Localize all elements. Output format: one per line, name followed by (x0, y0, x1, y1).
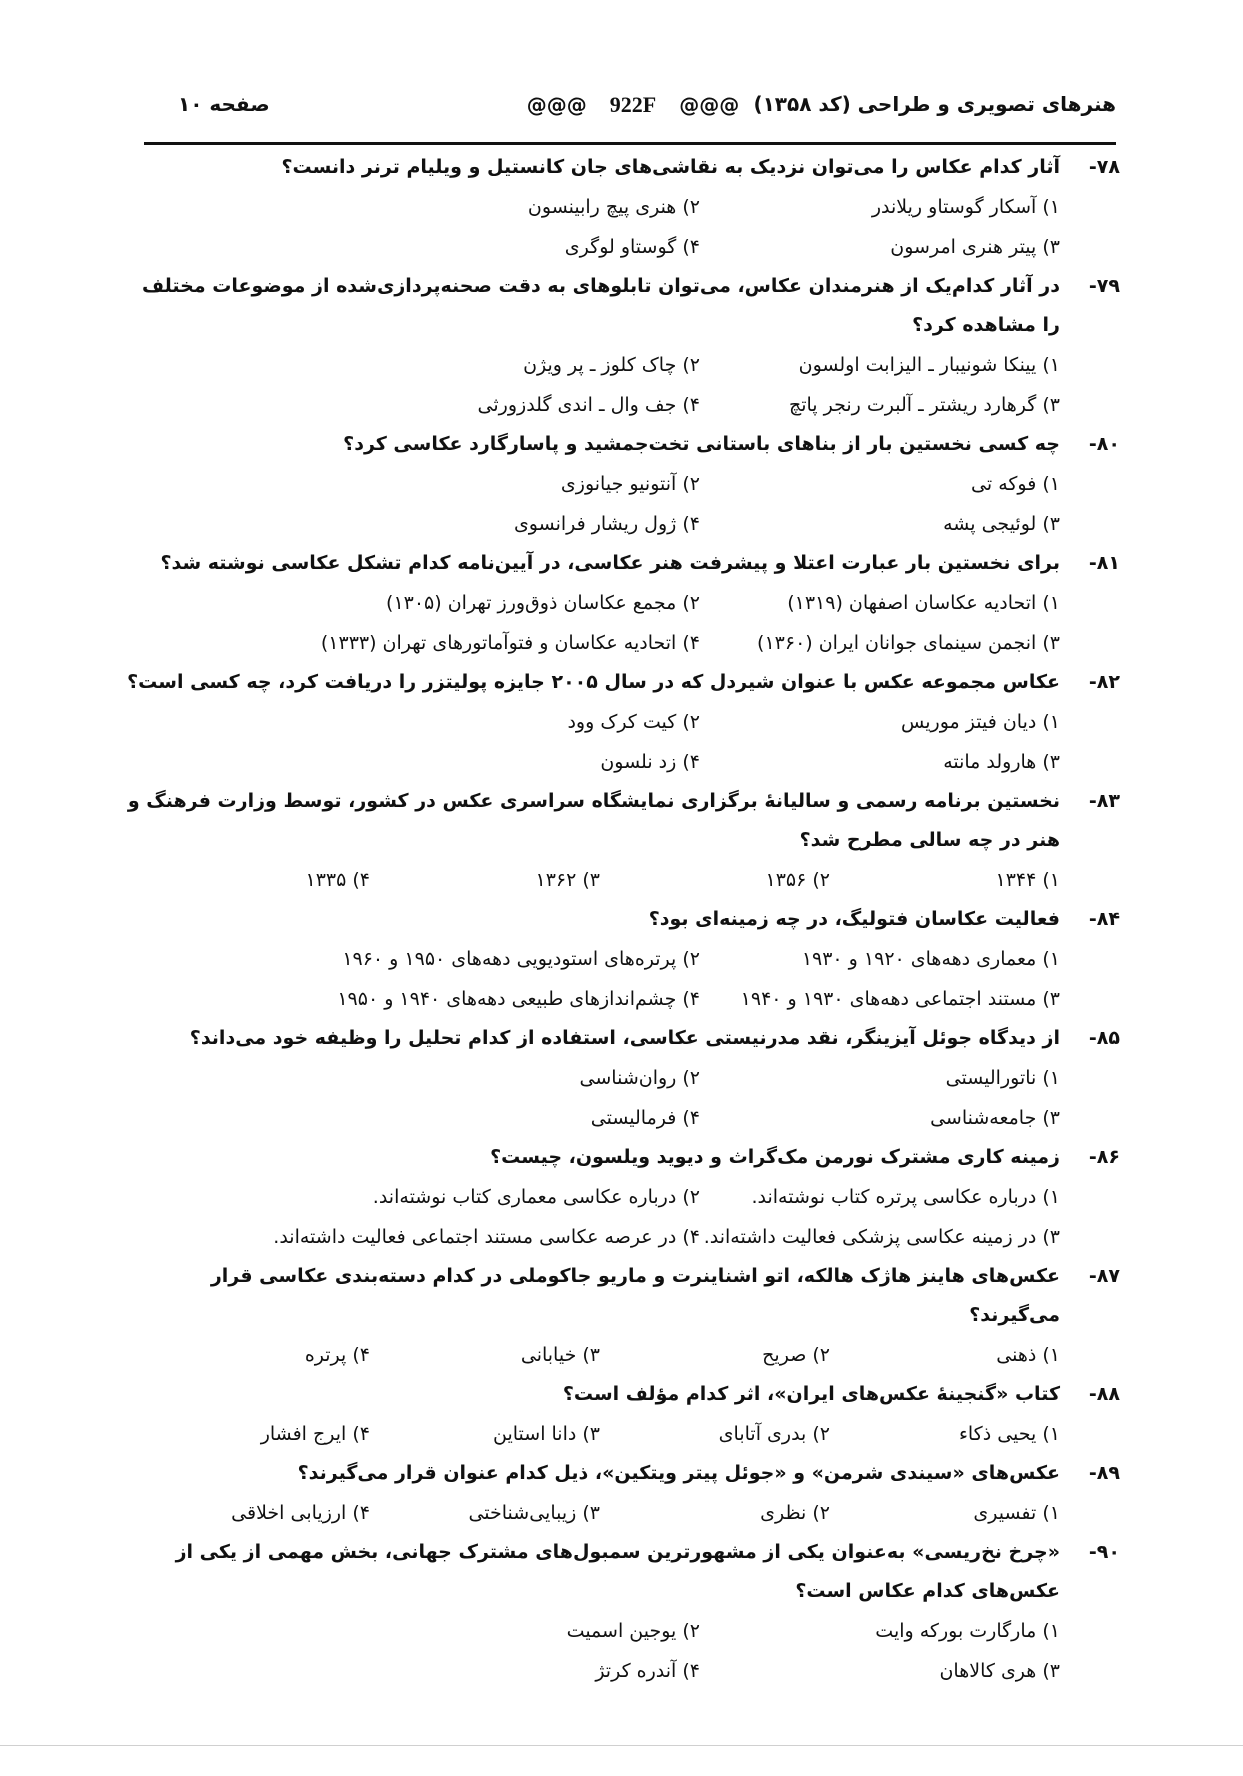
answer-options (124, 1177, 1120, 1257)
answer-options (124, 939, 1120, 1019)
answer-options (124, 1414, 1120, 1454)
answer-option: ۴) چشم‌اندازهای طبیعی دهه‌های ۱۹۴۰ و ۱۹۵۰ (337, 988, 700, 1010)
answer-option: ۴) اتحادیه عکاسان و فتوآماتورهای تهران (۱۳۳۳) (320, 632, 700, 654)
question-item (124, 1138, 1120, 1257)
answer-option: ۳) انجمن سینمای جوانان ایران (۱۳۶۰) (757, 632, 1060, 654)
question-stem (124, 900, 1120, 939)
answer-option: ۱) دیان فیتز موریس (901, 711, 1060, 733)
question-stem (124, 663, 1120, 702)
question-number: ۸۴- (1088, 908, 1120, 930)
question-stem (124, 425, 1120, 464)
question-text: در آثار کدام‌یک از هنرمندان عکاس، می‌توان تابلوهای به دقت صحنه‌پردازی‌شده از موضوعات مختلف را مشاهده کرد؟ (142, 275, 1060, 336)
question-text: برای نخستین بار عبارت اعتلا و پیشرفت هنر عکاسی، در آیین‌نامه کدام تشکل عکاسی نوشته شد؟ (160, 552, 1060, 574)
answer-option: ۴) ۱۳۳۵ (305, 869, 370, 891)
answer-option: ۴) گوستاو لوگری (564, 236, 700, 258)
answer-option: ۴) ارزیابی اخلاقی (231, 1502, 370, 1524)
answer-options (124, 583, 1120, 663)
question-item (124, 148, 1120, 267)
page-header (150, 92, 1116, 126)
question-number: ۸۳- (1088, 790, 1120, 812)
question-number: ۸۹- (1088, 1462, 1120, 1484)
question-stem (124, 1019, 1120, 1058)
question-number: ۸۰- (1088, 433, 1120, 455)
question-text: نخستین برنامه رسمی و سالیانهٔ برگزاری نمایشگاه سراسری عکس در کشور، توسط وزارت فرهنگ و هنر در چه سالی مطرح شد؟ (127, 790, 1060, 851)
question-number: ۷۹- (1088, 275, 1120, 297)
question-list (124, 148, 1120, 1691)
answer-option: ۳) هری کالاهان (939, 1660, 1060, 1682)
question-item (124, 1019, 1120, 1138)
question-text: عکاس مجموعه عکس با عنوان شیردل که در سال ۲۰۰۵ جایزه پولیتزر را دریافت کرد، چه کسی است؟ (127, 671, 1060, 693)
question-number: ۸۵- (1088, 1027, 1120, 1049)
answer-option: ۱) فوکه تی (971, 473, 1060, 495)
answer-option: ۳) گرهارد ریشتر ـ آلبرت رنجر پاتچ (788, 394, 1060, 416)
marks-left: @@@ (526, 93, 587, 117)
answer-option: ۱) ۱۳۴۴ (995, 869, 1060, 891)
answer-option: ۱) یحیی ذکاء (958, 1423, 1060, 1445)
answer-options (124, 1058, 1120, 1138)
answer-option: ۳) زیبایی‌شناختی (468, 1502, 600, 1524)
answer-options (124, 1611, 1120, 1691)
question-item (124, 544, 1120, 663)
answer-option: ۳) لوئیجی پشه (943, 513, 1060, 535)
question-item (124, 663, 1120, 782)
question-stem (124, 782, 1120, 860)
question-text: آثار کدام عکاس را می‌توان نزدیک به نقاشی‌های جان کانستیل و ویلیام ترنر دانست؟ (281, 156, 1060, 178)
answer-option: ۱) مارگارت بورکه وایت (875, 1620, 1060, 1642)
answer-options (124, 187, 1120, 267)
answer-option: ۱) درباره عکاسی پرتره کتاب نوشته‌اند. (751, 1186, 1060, 1208)
exam-code: 922F (609, 92, 657, 117)
question-item (124, 1257, 1120, 1375)
answer-option: ۱) ذهنی (996, 1344, 1060, 1366)
question-stem (124, 148, 1120, 187)
answer-option: ۳) جامعه‌شناسی (930, 1107, 1060, 1129)
question-stem (124, 544, 1120, 583)
question-text: از دیدگاه جوئل آیزینگر، نقد مدرنیستی عکاسی، استفاده از کدام تحلیل را وظیفه خود می‌داند؟ (189, 1027, 1060, 1049)
answer-option: ۴) زد نلسون (600, 751, 700, 773)
question-stem (124, 1533, 1120, 1611)
answer-option: ۴) ایرج افشار (260, 1423, 370, 1445)
question-number: ۸۱- (1088, 552, 1120, 574)
question-text: کتاب «گنجینهٔ عکس‌های ایران»، اثر کدام مؤلف است؟ (562, 1383, 1060, 1405)
answer-option: ۴) ژول ریشار فرانسوی (513, 513, 700, 535)
answer-option: ۲) روان‌شناسی (579, 1067, 700, 1089)
answer-option: ۲) آنتونیو جیانوزی (560, 473, 700, 495)
answer-option: ۲) کیت کرک وود (567, 711, 700, 733)
answer-option: ۲) چاک کلوز ـ پر ویژن (523, 354, 700, 376)
question-item (124, 267, 1120, 425)
question-item (124, 1375, 1120, 1454)
answer-option: ۲) نظری (760, 1502, 830, 1524)
subject-title: هنرهای تصویری و طراحی (کد ۱۳۵۸) (753, 92, 1116, 116)
answer-option: ۴) در عرصه عکاسی مستند اجتماعی فعالیت داشته‌اند. (273, 1226, 700, 1248)
answer-options (124, 860, 1120, 900)
question-number: ۸۶- (1088, 1146, 1120, 1168)
question-number: ۸۷- (1088, 1265, 1120, 1287)
question-number: ۹۰- (1088, 1541, 1120, 1563)
question-number: ۷۸- (1088, 156, 1120, 178)
marks-right: @@@ (679, 93, 740, 117)
question-stem (124, 1375, 1120, 1414)
question-item (124, 425, 1120, 544)
question-text: عکس‌های «سیندی شرمن» و «جوئل پیتر ویتکین»، ذیل کدام عنوان قرار می‌گیرند؟ (297, 1462, 1060, 1484)
question-item (124, 1454, 1120, 1533)
question-text: «چرخ نخ‌ریسی» به‌عنوان یکی از مشهورترین سمبول‌های مشترک جهانی، بخش مهمی از یکی از عکس‌های کدام عکاس است؟ (175, 1541, 1060, 1602)
answer-option: ۳) خیابانی (520, 1344, 600, 1366)
answer-option: ۴) فرمالیستی (590, 1107, 700, 1129)
question-text: چه کسی نخستین بار از بناهای باستانی تخت‌جمشید و پاسارگارد عکاسی کرد؟ (343, 433, 1060, 455)
answer-option: ۳) هارولد مانته (943, 751, 1060, 773)
page-bottom-divider (0, 1745, 1243, 1746)
question-stem (124, 1257, 1120, 1335)
answer-options (124, 345, 1120, 425)
answer-option: ۳) ۱۳۶۲ (535, 869, 600, 891)
answer-option: ۱) اتحادیه عکاسان اصفهان (۱۳۱۹) (787, 592, 1060, 614)
answer-options (124, 464, 1120, 544)
answer-option: ۳) دانا استاین (493, 1423, 600, 1445)
question-stem (124, 267, 1120, 345)
header-divider (144, 142, 1116, 145)
question-text: عکس‌های هاینز هاژک هالکه، اتو اشناینرت و ماریو جاکوملی در کدام دسته‌بندی عکاسی قرار می‌گیرند؟ (210, 1265, 1060, 1326)
answer-option: ۴) پرتره (304, 1344, 370, 1366)
answer-option: ۲) صریح (762, 1344, 830, 1366)
question-stem (124, 1138, 1120, 1177)
answer-option: ۱) ناتورالیستی (945, 1067, 1060, 1089)
question-number: ۸۲- (1088, 671, 1120, 693)
answer-option: ۱) یینکا شونیبار ـ الیزابت اولسون (798, 354, 1060, 376)
answer-option: ۲) پرتره‌های استودیویی دهه‌های ۱۹۵۰ و ۱۹۶۰ (342, 948, 700, 970)
page-number: صفحه ۱۰ (178, 92, 270, 116)
question-item (124, 782, 1120, 900)
answer-option: ۳) در زمینه عکاسی پزشکی فعالیت داشته‌اند. (703, 1226, 1060, 1248)
question-text: زمینه کاری مشترک نورمن مک‌گراث و دیوید ویلسون، چیست؟ (490, 1146, 1060, 1168)
question-item (124, 1533, 1120, 1691)
answer-option: ۱) معماری دهه‌های ۱۹۲۰ و ۱۹۳۰ (801, 948, 1060, 970)
answer-option: ۲) درباره عکاسی معماری کتاب نوشته‌اند. (372, 1186, 700, 1208)
answer-options (124, 702, 1120, 782)
answer-option: ۲) یوجین اسمیت (566, 1620, 700, 1642)
answer-option: ۲) بدری آتابای (718, 1423, 830, 1445)
answer-option: ۳) پیتر هنری امرسون (890, 236, 1060, 258)
answer-option: ۲) هنری پیچ رابینسون (527, 196, 700, 218)
answer-option: ۲) مجمع عکاسان ذوق‌ورز تهران (۱۳۰۵) (386, 592, 700, 614)
answer-options (124, 1493, 1120, 1533)
question-stem (124, 1454, 1120, 1493)
answer-option: ۱) تفسیری (973, 1502, 1060, 1524)
answer-option: ۳) مستند اجتماعی دهه‌های ۱۹۳۰ و ۱۹۴۰ (740, 988, 1060, 1010)
answer-option: ۲) ۱۳۵۶ (765, 869, 830, 891)
question-text: فعالیت عکاسان فتولیگ، در چه زمینه‌ای بود؟ (648, 908, 1060, 930)
answer-option: ۴) جف وال ـ اندی گلدزورثی (477, 394, 700, 416)
question-number: ۸۸- (1088, 1383, 1120, 1405)
question-item (124, 900, 1120, 1019)
answer-option: ۴) آندره کرتژ (595, 1660, 700, 1682)
answer-option: ۱) آسکار گوستاو ریلاندر (871, 196, 1060, 218)
answer-options (124, 1335, 1120, 1375)
